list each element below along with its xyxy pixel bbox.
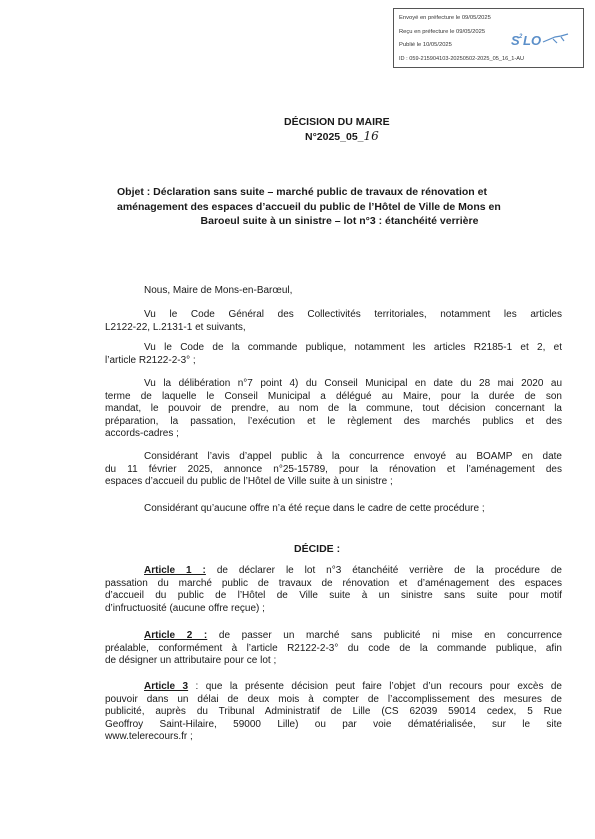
vu3-line-2: terme de laquelle le Conseil Municipal a délégué au Maire, pour la durée de son bbox=[105, 390, 562, 402]
considerant2-line: Considérant qu’aucune offre n’a été reçue dans le cadre de cette procédure ; bbox=[144, 503, 485, 514]
svg-text:S: S bbox=[511, 33, 520, 48]
article3-line-1 bbox=[105, 681, 562, 694]
considerant1-line-1: Considérant l’avis d’appel public à la concurrence envoyé au BOAMP en date bbox=[144, 451, 562, 462]
s2lo-logo bbox=[509, 31, 571, 49]
stamp-id: ID : 059-215904103-20250502-2025_05_16_1-AU bbox=[399, 56, 525, 62]
considerant1-line-2: du 11 février 2025, annonce n°25-15789, pour la rénovation et l’aménagement des bbox=[105, 463, 562, 475]
article3-line-4: Geoffroy Saint-Hilaire, 59000 Lille) ou par voie dématérialisée, sur le site bbox=[105, 718, 562, 730]
vu3-line-1: Vu la délibération n°7 point 4) du Conseil Municipal en date du 28 mai 2020 au bbox=[144, 378, 562, 389]
vu1-line-1: Vu le Code Général des Collectivités territoriales, notamment les articles bbox=[144, 309, 562, 320]
considerant-paragraph-1 bbox=[105, 451, 562, 489]
article2-line-2: préalable, conformément à l’article R2122-2-3° du code de la commande publique, afin bbox=[105, 642, 562, 654]
decide-heading: DÉCIDE : bbox=[294, 543, 341, 555]
vu2-line-2: l’article R2122-2-3° ; bbox=[105, 354, 196, 366]
article3-line-1-text: : que la présente décision peut faire l’objet d’un recours pour excès de bbox=[188, 681, 562, 692]
stamp-published-date: Publié le 10/05/2025 bbox=[399, 42, 452, 48]
subject-line-2: aménagement des espaces d’accueil du public de l’Hôtel de Ville de Mons en bbox=[117, 200, 501, 213]
decision-title: DÉCISION DU MAIRE bbox=[284, 116, 390, 128]
article2-line-1-text: de passer un marché sans publicité ni mise en concurrence bbox=[207, 630, 563, 641]
intro-line: Nous, Maire de Mons-en-Barœul, bbox=[144, 285, 293, 296]
vu-paragraph-1 bbox=[105, 309, 562, 334]
article2-label: Article 2 : bbox=[144, 630, 208, 641]
vu3-line-3: mandat, le pouvoir de prendre, au nom de la commune, tout décision concernant la bbox=[105, 403, 562, 415]
subject-line-3: Baroeul suite à un sinistre – lot n°3 : étanchéité verrière bbox=[200, 215, 479, 227]
article-3 bbox=[105, 681, 562, 744]
article1-line-1 bbox=[105, 565, 562, 578]
vu3-line-5: accords-cadres ; bbox=[105, 428, 179, 440]
article1-line-4: d’infructuosité (aucune offre reçue) ; bbox=[105, 602, 265, 614]
decision-subject bbox=[117, 185, 562, 229]
subject-line-1: Objet : Déclaration sans suite – marché public de travaux de rénovation et bbox=[117, 186, 487, 198]
article1-label: Article 1 : bbox=[144, 565, 206, 576]
stamp-sent-date: Envoyé en préfecture le 09/05/2025 bbox=[399, 15, 491, 21]
svg-text:LO: LO bbox=[523, 33, 542, 48]
decision-number-prefix: N°2025_05_ bbox=[305, 131, 364, 143]
article-2 bbox=[105, 630, 562, 668]
article1-line-1-text: de déclarer le lot n°3 étanchéité verrière de la procédure de bbox=[205, 565, 562, 576]
considerant-paragraph-2 bbox=[105, 503, 562, 516]
article3-label: Article 3 bbox=[144, 681, 189, 692]
article3-line-3: publicité, auprès du Tribunal Administratif de Lille (CS 62039 59014 cedex, 5 Rue bbox=[105, 706, 562, 718]
decision-number bbox=[305, 129, 379, 143]
svg-text:2: 2 bbox=[519, 34, 523, 40]
article2-line-1 bbox=[105, 630, 562, 643]
decision-number-handwritten: 16 bbox=[363, 129, 379, 143]
vu2-line-1: Vu le Code de la commande publique, notamment les articles R2185-1 et 2, et bbox=[144, 342, 562, 353]
article1-line-2: passation du marché public de travaux de rénovation et d’aménagement des espaces bbox=[105, 577, 562, 589]
vu-paragraph-2 bbox=[105, 342, 562, 367]
prefecture-stamp bbox=[393, 8, 584, 68]
stamp-received-date: Reçu en préfecture le 09/05/2025 bbox=[399, 29, 486, 35]
article1-line-3: d’accueil du public de l’Hôtel de Ville suite à un sinistre sans suite pour motif bbox=[105, 590, 562, 602]
vu1-line-2: L2122-22, L.2131-1 et suivants, bbox=[105, 321, 246, 333]
intro-paragraph bbox=[105, 285, 562, 298]
considerant1-line-3: espaces d’accueil du public de l’Hôtel de Ville suite à un sinistre ; bbox=[105, 476, 393, 488]
vu3-line-4: préparation, la passation, l’exécution et le règlement des marchés publics et des bbox=[105, 415, 562, 427]
article-1 bbox=[105, 565, 562, 615]
article3-line-2: pouvoir dans un délai de deux mois à compter de l’accomplissement des mesures de bbox=[105, 693, 562, 705]
article2-line-3: de désigner un attributaire pour ce lot ; bbox=[105, 655, 277, 667]
article3-line-5: www.telerecours.fr ; bbox=[105, 731, 193, 743]
vu-paragraph-3 bbox=[105, 378, 562, 441]
